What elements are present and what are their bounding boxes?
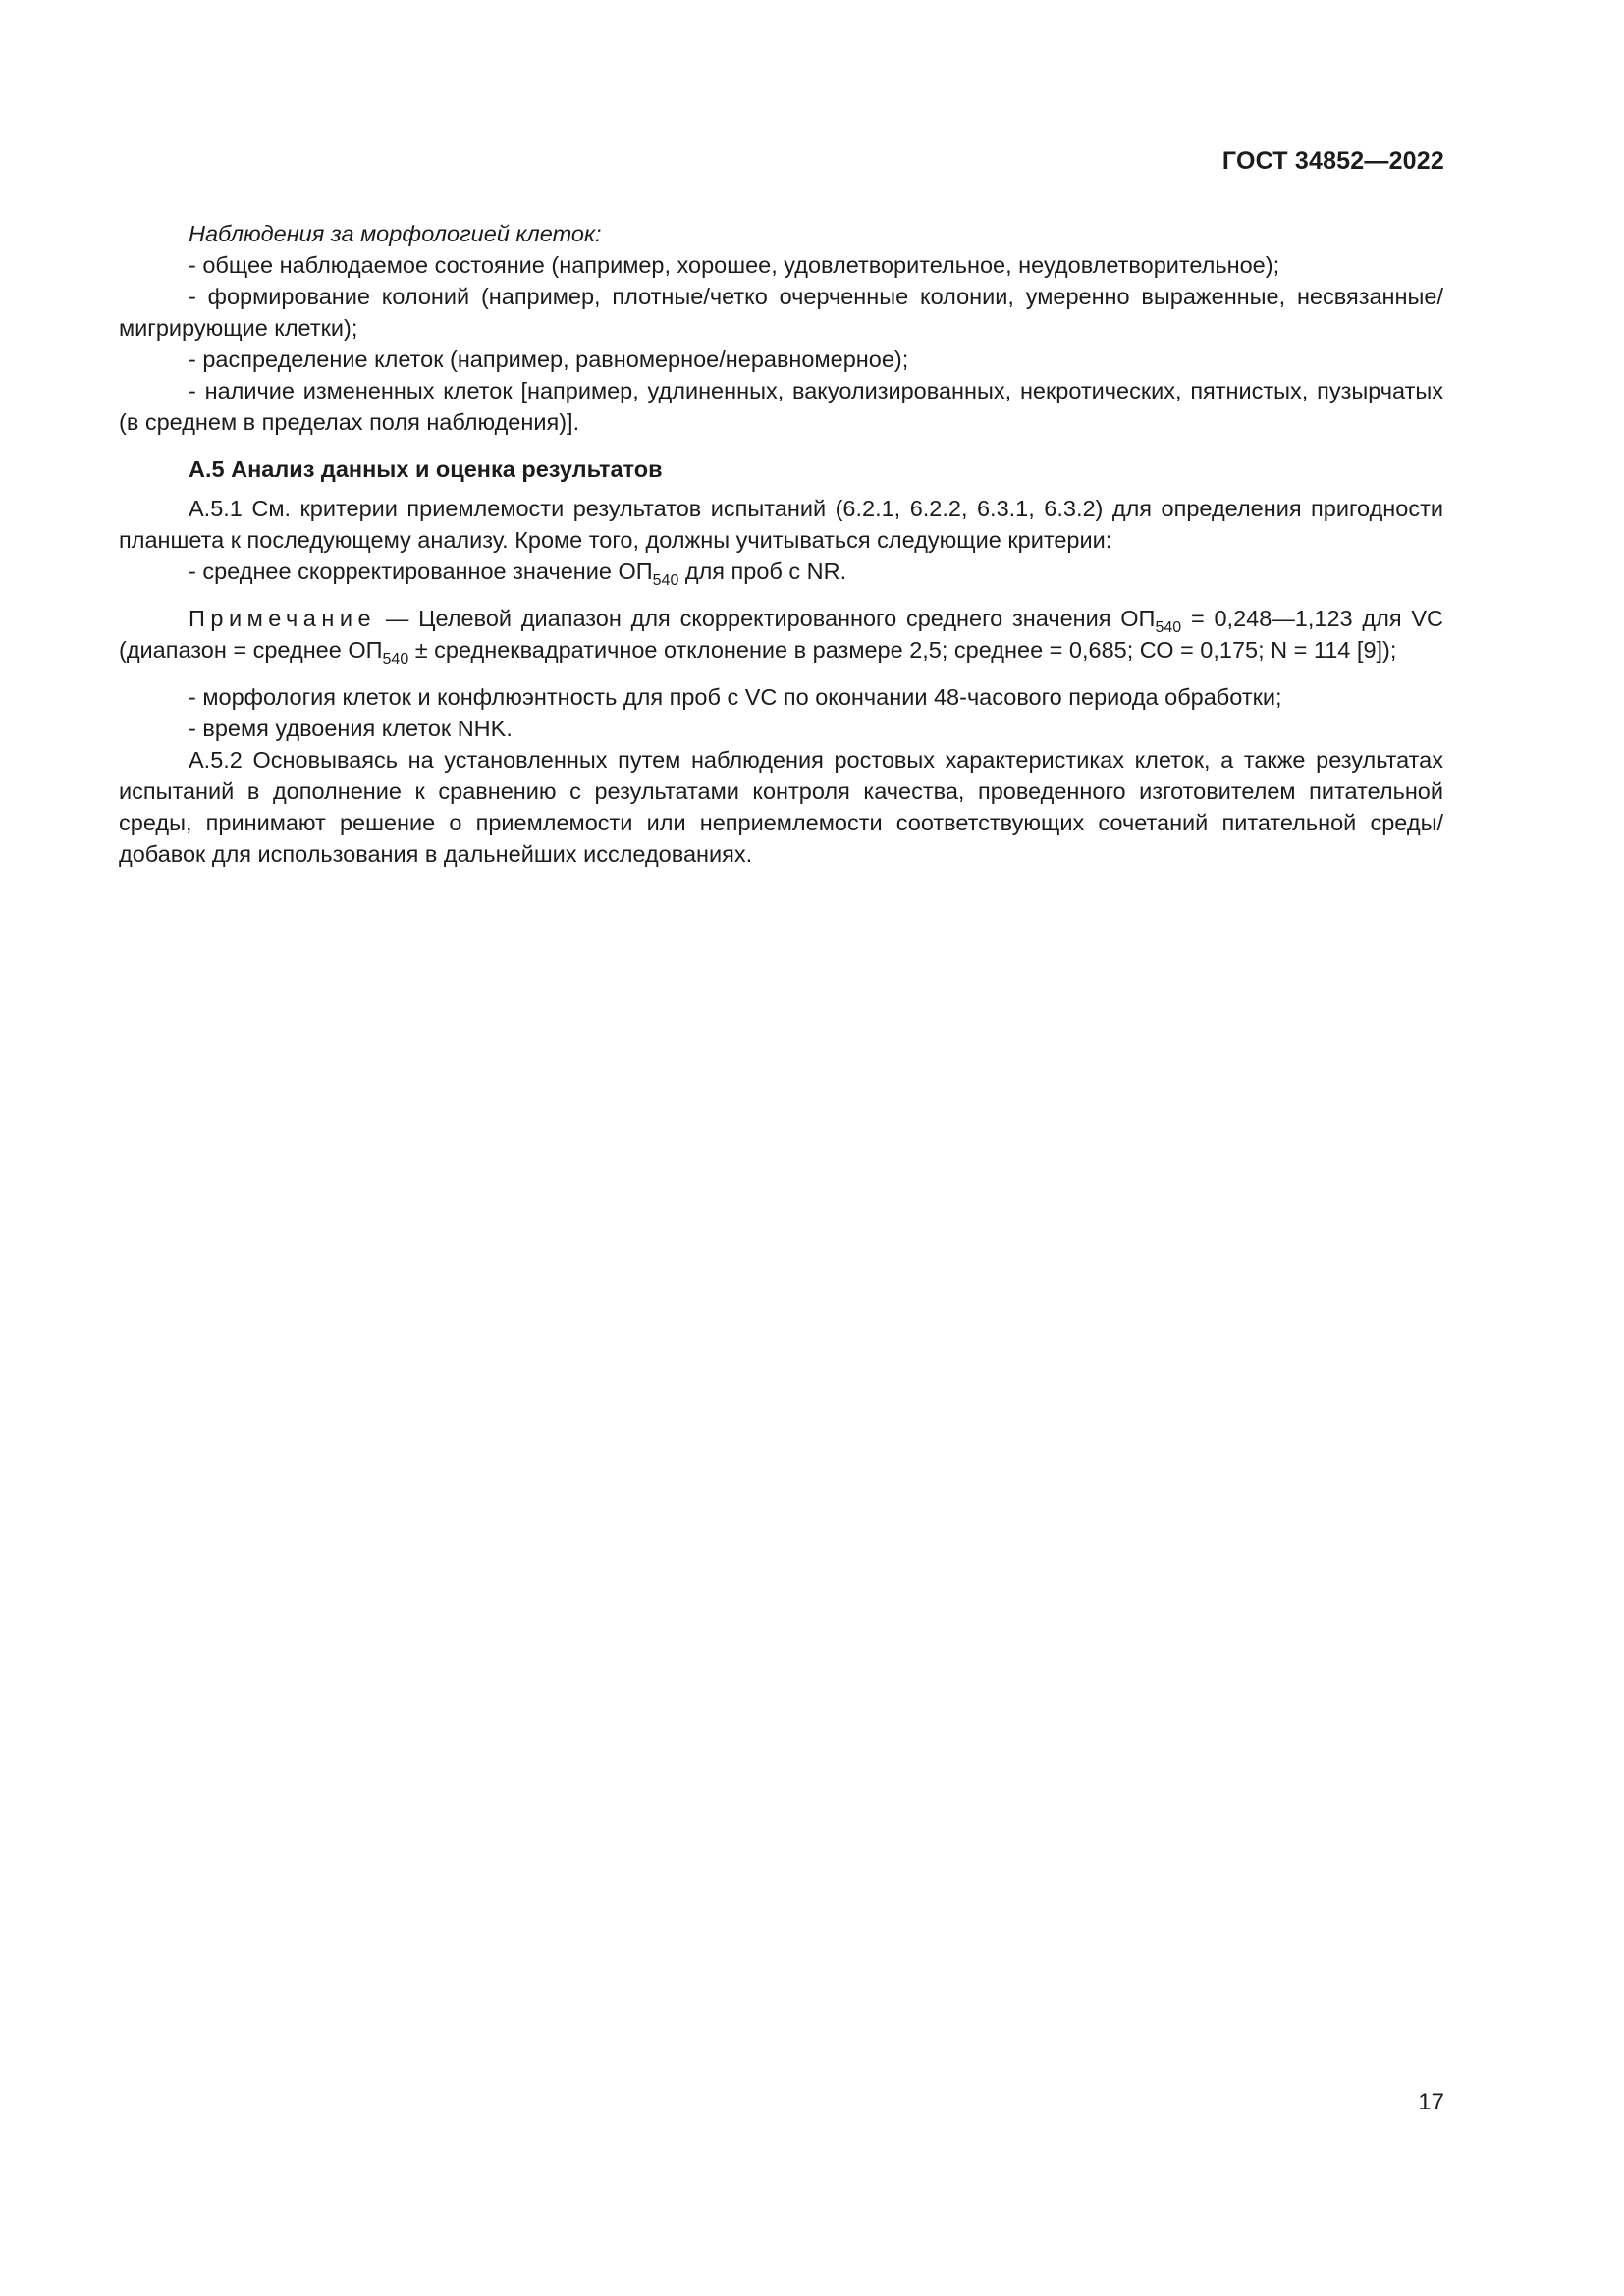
- morphology-item-altered-cells: - наличие измененных клеток [например, удлиненных, вакуолизированных, некротических, пятнистых, пузырчатых (в среднем в пределах поля наблюдения)].: [119, 378, 1443, 435]
- document-code: ГОСТ 34852—2022: [1221, 147, 1444, 175]
- page-number: 17: [1418, 2089, 1444, 2115]
- criterion-mean-od-tail: для проб с NR.: [678, 559, 847, 584]
- criterion-mean-od-text: - среднее скорректированное значение ОП: [189, 559, 653, 584]
- note-label: Примечание: [189, 606, 377, 631]
- morphology-item-distribution: - распределение клеток (например, равномерное/неравномерное);: [189, 347, 909, 372]
- morphology-item-colonies: - формирование колоний (например, плотные/четко очерченные колонии, умеренно выраженные, несвязанные/мигрирующие клетки);: [119, 284, 1443, 341]
- note-subscript-2: 540: [382, 651, 409, 667]
- paragraph-a52: А.5.2 Основываясь на установленных путем наблюдения ростовых характеристиках клеток, а также результатах испытаний в дополнение к сравнению с результатами контроля качества, проведенного изготовителем питательной среды, принимают решение о приемлемости или неприемлемости соответствующих сочетаний питательной среды/добавок для использования в дальнейших исследованиях.: [119, 747, 1443, 867]
- note-text-3: ± среднеквадратичное отклонение в размере 2,5; среднее = 0,685; СО = 0,175; N = 114 [9]);: [408, 637, 1397, 663]
- criterion-doubling-time: - время удвоения клеток NHK.: [189, 716, 513, 741]
- criterion-mean-od: [119, 556, 1443, 587]
- section-heading-a5: А.5 Анализ данных и оценка результатов: [189, 456, 663, 482]
- page-body: [119, 218, 1443, 870]
- note-paragraph: [119, 603, 1443, 666]
- morphology-title: Наблюдения за морфологией клеток:: [189, 221, 602, 246]
- morphology-item-general: - общее наблюдаемое состояние (например, хорошее, удовлетворительное, неудовлетворительное);: [189, 252, 1280, 278]
- note-text-2: = 0,248—1,123 для VC (диапазон = среднее ОП: [119, 606, 1444, 663]
- paragraph-a51: А.5.1 См. критерии приемлемости результатов испытаний (6.2.1, 6.2.2, 6.3.1, 6.3.2) для определения пригодности планшета к последующему анализу. Кроме того, должны учитываться следующие критерии:: [119, 496, 1443, 553]
- od-subscript: 540: [652, 572, 679, 589]
- criterion-morphology: - морфология клеток и конфлюэнтность для проб с VC по окончании 48-часового периода обработки;: [189, 684, 1282, 710]
- note-text-1: — Целевой диапазон для скорректированного среднего значения ОП: [376, 606, 1156, 631]
- note-subscript-1: 540: [1155, 619, 1182, 636]
